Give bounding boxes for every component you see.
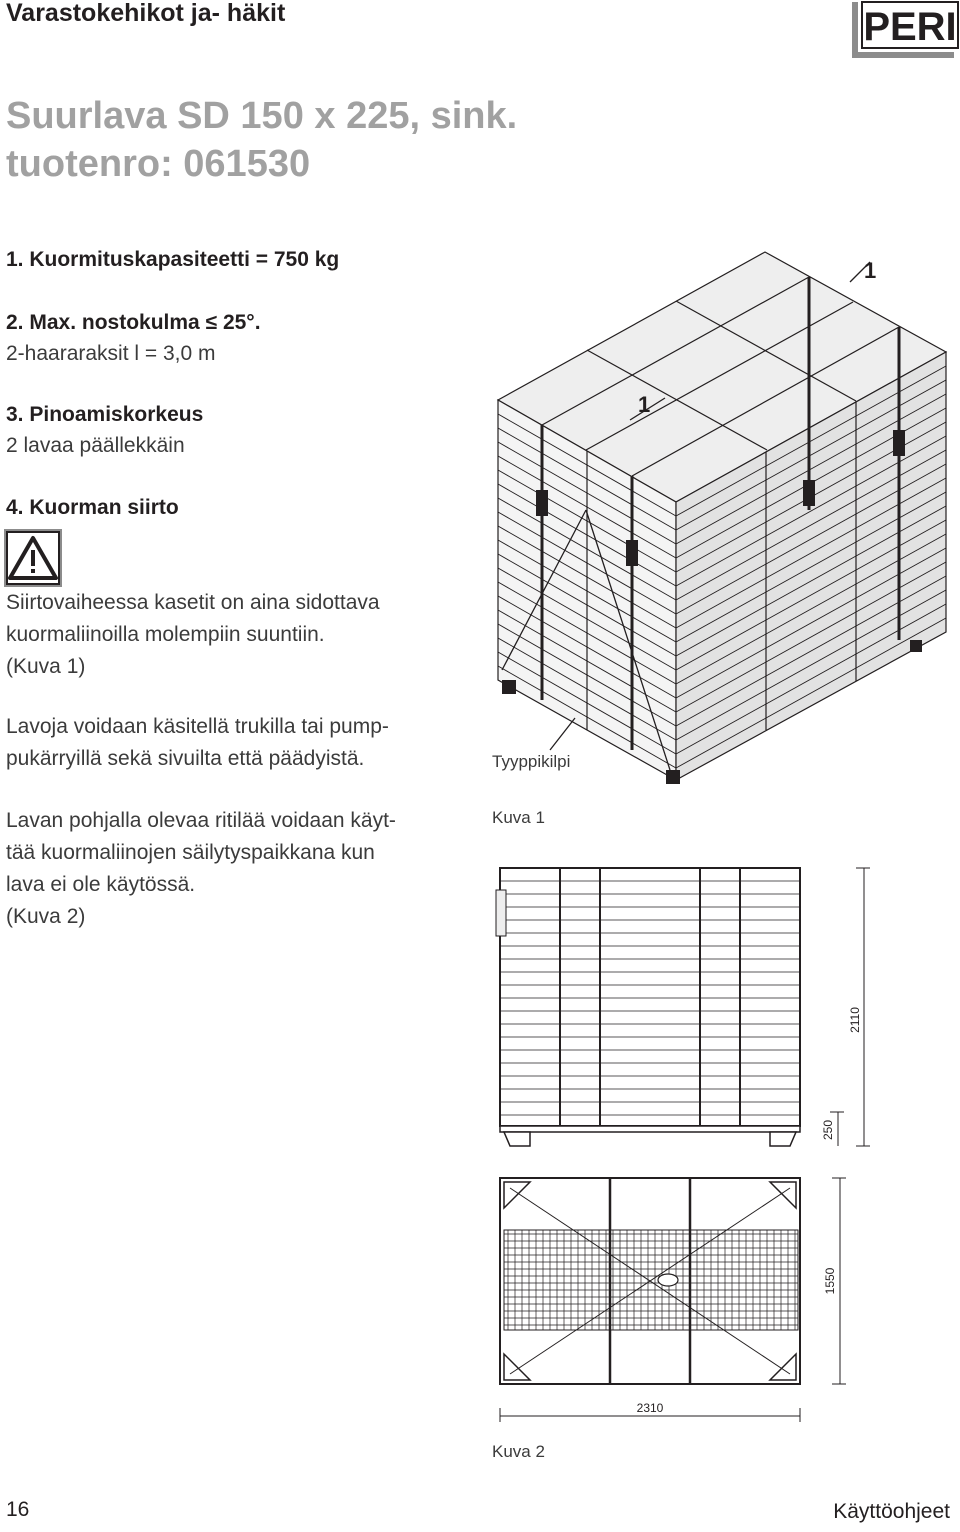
dim-depth: 1550 [823,1267,837,1295]
paragraph-3-line-4: (Kuva 2) [6,905,86,928]
dim-base: 250 [821,1119,835,1141]
item-angle-prefix: 2. Max. nostokulma [6,311,200,334]
item-capacity: 1. Kuormituskapasiteetti = 750 kg [6,248,340,271]
item-stack: 3. Pinoamiskorkeus [6,403,204,426]
footer-document-name: Käyttöohjeet [833,1500,950,1523]
paragraph-3-line-1: Lavan pohjalla olevaa ritilää voidaan käyt- [6,809,396,832]
callout-mid: 1 [638,392,651,417]
figure-1-pallet-illustration [480,240,956,800]
item-angle-value: 25°. [222,311,261,334]
title-line-1: Suurlava SD 150 x 225, sink. [6,95,518,137]
leq-sign: ≤ [205,311,218,334]
paragraph-3-line-2: tää kuormaliinojen säilytyspaikkana kun [6,841,375,864]
figure-2-plan-view [490,1168,890,1438]
page-number: 16 [6,1498,30,1521]
paragraph-3 [6,805,396,933]
brand-text: PERI [863,5,957,49]
item-angle-sub: 2-haararaksit l = 3,0 m [6,342,216,365]
callout-top: 1 [864,258,877,283]
paragraph-1-line-2: kuormaliinoilla molempiin suuntiin. [6,623,325,646]
dim-height: 2110 [848,1007,862,1033]
item-stack-sub: 2 lavaa päällekkäin [6,434,185,457]
dim-width: 2310 [636,1401,664,1415]
title-line-2: tuotenro: 061530 [6,143,311,185]
paragraph-2 [6,711,389,775]
type-plate-label: Tyyppikilpi [492,752,571,771]
paragraph-1 [6,587,380,683]
figure-1-caption: Kuva 1 [492,808,545,827]
item-angle [6,311,261,335]
figure-2-caption: Kuva 2 [492,1442,545,1461]
peri-logo [844,0,960,60]
warning-triangle-icon [4,529,62,587]
paragraph-1-line-3: (Kuva 1) [6,655,86,678]
item-transport: 4. Kuorman siirto [6,496,179,519]
figure-2-side-view [490,860,890,1160]
paragraph-1-line-1: Siirtovaiheessa kasetit on aina sidottava [6,591,380,614]
paragraph-3-line-3: lava ei ole käytössä. [6,873,196,896]
document-title [6,92,517,188]
paragraph-2-line-1: Lavoja voidaan käsitellä trukilla tai pump- [6,715,389,738]
header-title: Varastokehikot ja- häkit [6,0,286,27]
paragraph-2-line-2: pukärryillä sekä sivuilta että päädyistä. [6,747,365,770]
